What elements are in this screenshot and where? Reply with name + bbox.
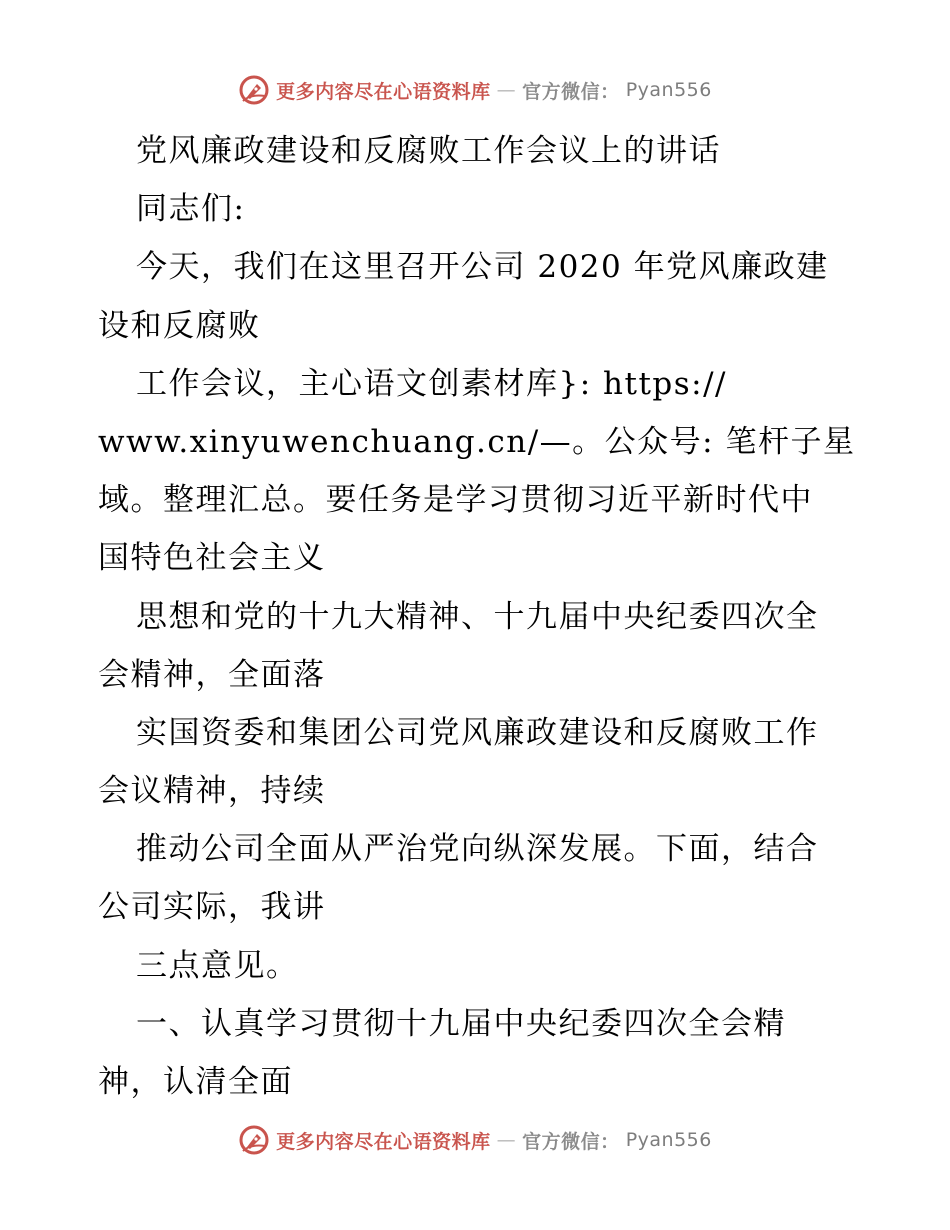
document-title: 党风廉政建设和反腐败工作会议上的讲话: [136, 133, 721, 169]
paragraph-line: 国特色社会主义: [98, 540, 326, 577]
banner-wechat-label: 官方微信：: [522, 80, 620, 103]
header-watermark-banner: [0, 70, 950, 110]
banner-wechat-label: 官方微信：: [522, 1130, 620, 1153]
salutation: 同志们:: [136, 191, 246, 228]
pen-nib-logo-icon: [238, 1124, 270, 1156]
paragraph-line: 实国资委和集团公司党风廉政建设和反腐败工作: [136, 714, 819, 751]
banner-wechat-id: Pyan556: [625, 79, 712, 101]
paragraph-line: 公司实际，我讲: [98, 889, 326, 926]
section-heading-line: 一、认真学习贯彻十九届中央纪委四次全会精: [136, 1005, 786, 1042]
paragraph-line: 今天，我们在这里召开公司 2020 年党风廉政建: [136, 249, 829, 286]
section-heading-line: 神，认清全面: [98, 1064, 293, 1100]
paragraph-line: 思想和党的十九大精神、十九届中央纪委四次全: [136, 598, 819, 635]
paragraph-line: 推动公司全面从严治党向纵深发展。下面，结合: [136, 831, 819, 868]
paragraph-line: 设和反腐败: [98, 307, 261, 344]
pen-nib-logo-icon: [238, 74, 270, 106]
paragraph-line: 工作会议，主心语文创素材库}: https://: [136, 365, 727, 402]
paragraph-line: 域。整理汇总。要任务是学习贯彻习近平新时代中: [98, 482, 813, 519]
banner-wechat-id: Pyan556: [625, 1129, 712, 1151]
footer-watermark-banner: [0, 1120, 950, 1160]
paragraph-line: www.xinyuwenchuang.cn/—。公众号: 笔杆子星: [98, 423, 856, 460]
paragraph-line: 会议精神，持续: [98, 773, 326, 810]
banner-site-name: 更多内容尽在心语资料库: [276, 80, 491, 103]
document-body: [98, 122, 858, 1111]
banner-dash: —: [496, 79, 517, 101]
paragraph-line: 会精神，全面落: [98, 656, 326, 693]
paragraph-line: 三点意见。: [136, 947, 299, 984]
banner-dash: —: [496, 1129, 517, 1151]
banner-site-name: 更多内容尽在心语资料库: [276, 1130, 491, 1153]
